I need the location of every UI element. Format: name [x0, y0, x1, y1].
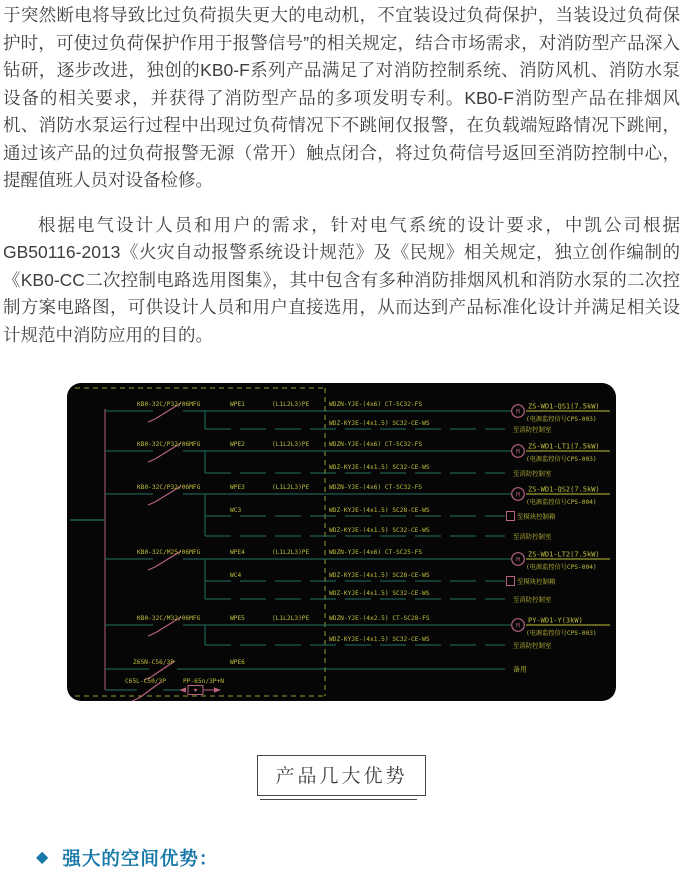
svg-text:WPE3: WPE3 — [230, 484, 245, 491]
svg-text:WPE1: WPE1 — [230, 401, 245, 408]
svg-text:备用: 备用 — [513, 665, 527, 674]
svg-text:WDZ-KYJE-(4x1.5) SC28-CE-WS: WDZ-KYJE-(4x1.5) SC28-CE-WS — [329, 507, 430, 514]
arrow-left-icon — [179, 687, 186, 692]
section-title-label: 产品几大优势 — [275, 766, 408, 787]
section-title-box — [257, 755, 425, 796]
svg-text:至消防控制室: 至消防控制室 — [513, 469, 552, 478]
svg-text:WDZN-YJE-(4x6) CT-SC32-FS: WDZN-YJE-(4x6) CT-SC32-FS — [329, 401, 423, 408]
svg-text:KB0-32C/P32/06MFG: KB0-32C/P32/06MFG — [137, 484, 201, 491]
svg-text:WPE4: WPE4 — [230, 549, 245, 556]
svg-text:C65L-C50/3P: C65L-C50/3P — [125, 678, 166, 685]
advantage-heading-label: 强大的空间优势： — [62, 848, 219, 869]
svg-text:M: M — [516, 448, 520, 456]
svg-text:M: M — [516, 622, 520, 630]
svg-text:至消防控制室: 至消防控制室 — [513, 641, 552, 650]
svg-text:WDZN-YJE-(4x6) CT-SC32-FS: WDZN-YJE-(4x6) CT-SC32-FS — [329, 484, 423, 491]
svg-text:M: M — [516, 491, 520, 499]
svg-text:WDZN-YJE-(4x2.5) CT-SC28-FS: WDZN-YJE-(4x2.5) CT-SC28-FS — [329, 615, 430, 622]
svg-text:WDZ-KYJE-(4x1.5) SC32-CE-WS: WDZ-KYJE-(4x1.5) SC32-CE-WS — [329, 420, 430, 427]
svg-text:WPE2: WPE2 — [230, 441, 245, 448]
svg-text:ZS-WD1-QS2(7.5kW): ZS-WD1-QS2(7.5kW) — [528, 485, 600, 494]
svg-text:至模块控制箱: 至模块控制箱 — [517, 512, 556, 521]
svg-text:ZS-WD1-QS1(7.5kW): ZS-WD1-QS1(7.5kW) — [528, 402, 600, 411]
advantage-heading — [36, 845, 683, 871]
svg-text:M: M — [516, 556, 520, 564]
svg-text:(电源监控信号CPS-003): (电源监控信号CPS-003) — [526, 630, 597, 637]
svg-text:(电源监控信号CPS-003): (电源监控信号CPS-003) — [526, 416, 597, 423]
circuit-diagram — [67, 383, 616, 701]
paragraph-intro: 于突然断电将导致比过负荷损失更大的电动机，不宜装设过负荷保护，当装设过负荷保护时，可使过负荷保护作用于报警信号”的相关规定，结合市场需求，对消防型产品深入钻研，逐步改进，独创的KB0-F系列产品满足了对消防控制系统、消防风机、消防水泵设备的相关要求，并获得了消防型产品的多项发明专利。KB0-F消防型产品在排烟风机、消防水泵运行过程中出现过负荷情况下不跳闸仅报警，在负载端短路情况下跳闸，通过该产品的过负荷报警无源（常开）触点闭合，将过负荷信号返回至消防控制中心，提醒值班人员对设备检修。 — [3, 5, 680, 190]
svg-text:WC3: WC3 — [230, 507, 242, 514]
svg-text:KB0-32C/P32/06MFG: KB0-32C/P32/06MFG — [137, 401, 201, 408]
circuit-diagram-figure — [67, 383, 616, 701]
svg-text:至模块控制箱: 至模块控制箱 — [517, 577, 556, 586]
module-box-icon — [507, 512, 515, 521]
svg-text:(L1L2L3)PE: (L1L2L3)PE — [272, 441, 310, 448]
svg-text:WC4: WC4 — [230, 572, 242, 579]
svg-text:Z65N-C56/3P: Z65N-C56/3P — [133, 659, 174, 666]
svg-text:(L1L2L3)PE: (L1L2L3)PE — [272, 549, 310, 556]
svg-text:(电源监控信号CPS-003): (电源监控信号CPS-003) — [526, 456, 597, 463]
svg-text:至消防控制室: 至消防控制室 — [513, 595, 552, 604]
svg-text:至消防控制室: 至消防控制室 — [513, 425, 552, 434]
svg-text:PP-65n/3P+N: PP-65n/3P+N — [183, 678, 224, 685]
svg-text:KB0-32C/M25/06MFG: KB0-32C/M25/06MFG — [137, 549, 201, 556]
section-title-wrap — [0, 755, 683, 796]
svg-text:WDZ-KYJE-(4x1.5) SC32-CE-WS: WDZ-KYJE-(4x1.5) SC32-CE-WS — [329, 464, 430, 471]
svg-text:M: M — [516, 408, 520, 416]
svg-text:(电源监控信号CPS-004): (电源监控信号CPS-004) — [526, 564, 597, 571]
svg-text:WDZ-KYJE-(4x1.5) SC32-CE-WS: WDZ-KYJE-(4x1.5) SC32-CE-WS — [329, 590, 430, 597]
svg-text:ZS-WD1-LT1(7.5kW): ZS-WD1-LT1(7.5kW) — [528, 442, 600, 451]
svg-text:至消防控制室: 至消防控制室 — [513, 532, 552, 541]
svg-text:WDZ-KYJE-(4x1.5) SC28-CE-WS: WDZ-KYJE-(4x1.5) SC28-CE-WS — [329, 572, 430, 579]
arrow-right-icon — [214, 687, 221, 692]
svg-text:KB0-32C/P32/06MFG: KB0-32C/P32/06MFG — [137, 441, 201, 448]
svg-text:WDZN-YJE-(4x6) CT-SC25-FS: WDZN-YJE-(4x6) CT-SC25-FS — [329, 549, 423, 556]
module-box-icon — [507, 577, 515, 586]
svg-text:WPE6: WPE6 — [230, 659, 245, 666]
svg-text:WDZ-KYJE-(4x1.5) SC32-CE-WS: WDZ-KYJE-(4x1.5) SC32-CE-WS — [329, 636, 430, 643]
svg-text:(L1L2L3)PE: (L1L2L3)PE — [272, 401, 310, 408]
svg-text:PY-WD1-Y(3kW): PY-WD1-Y(3kW) — [528, 616, 583, 625]
diamond-bullet-icon: ◆ — [36, 849, 49, 866]
svg-text:(L1L2L3)PE: (L1L2L3)PE — [272, 615, 310, 622]
svg-text:ZS-WD1-LT2(7.5kW): ZS-WD1-LT2(7.5kW) — [528, 550, 600, 559]
svg-text:WPE5: WPE5 — [230, 615, 245, 622]
paragraph-atlas: 根据电气设计人员和用户的需求，针对电气系统的设计要求，中凯公司根据GB50116-2013《火灾自动报警系统设计规范》及《民规》相关规定，独立创作编制的《KB0-CC二次控制电路选用图集》，其中包含有多种消防排烟风机和消防水泵的二次控制方案电路图，可供设计人员和用户直接选用，从而达到产品标准化设计并满足相关设计规范中消防应用的目的。 — [3, 214, 680, 345]
svg-text:(L1L2L3)PE: (L1L2L3)PE — [272, 484, 310, 491]
svg-text:KB0-32C/M32/06MFG: KB0-32C/M32/06MFG — [137, 615, 201, 622]
svg-text:(电源监控信号CPS-004): (电源监控信号CPS-004) — [526, 499, 597, 506]
svg-text:WDZN-YJE-(4x6) CT-SC32-FS: WDZN-YJE-(4x6) CT-SC32-FS — [329, 441, 423, 448]
svg-text:WDZ-KYJE-(4x1.5) SC32-CE-WS: WDZ-KYJE-(4x1.5) SC32-CE-WS — [329, 527, 430, 534]
